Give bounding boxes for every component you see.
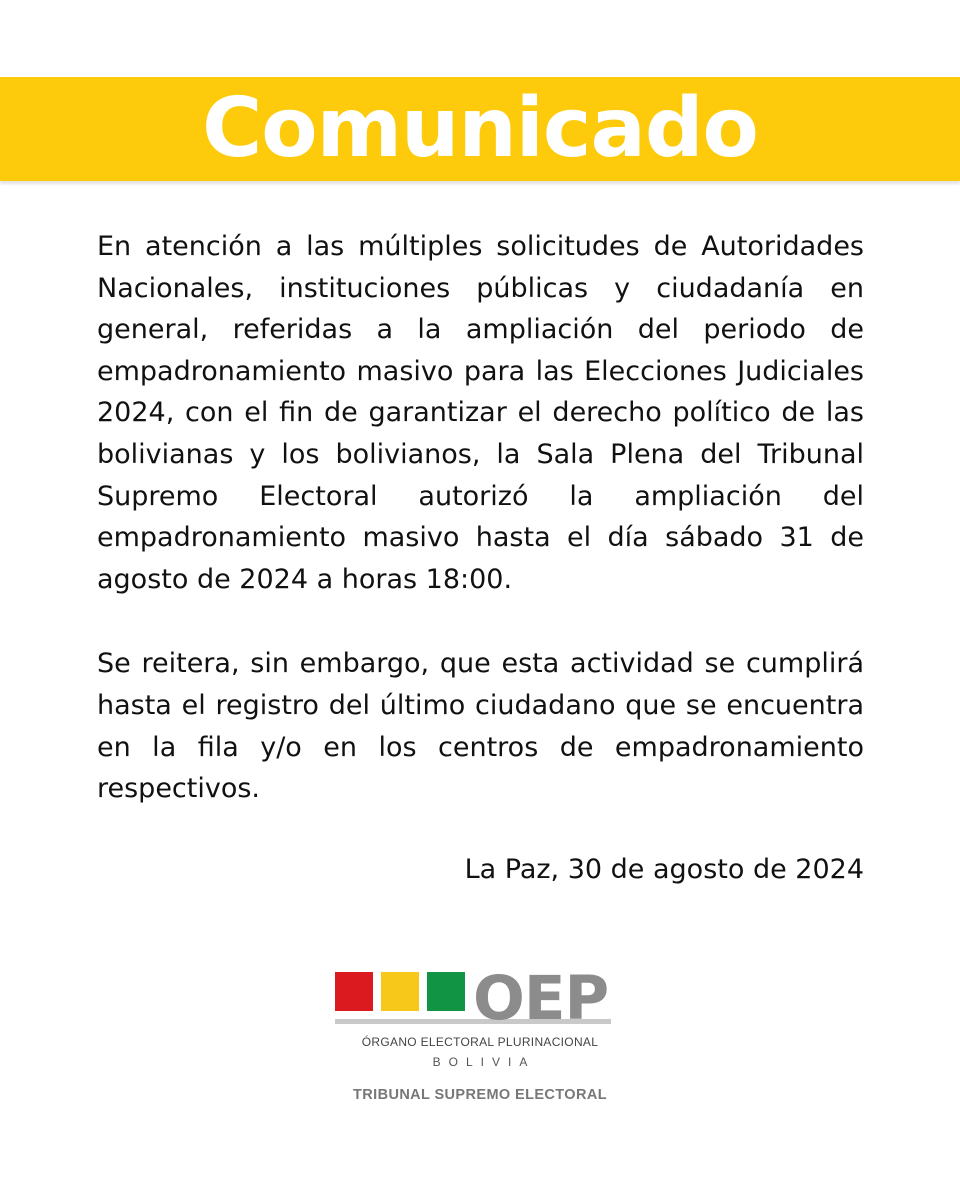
oep-logo — [334, 963, 626, 1107]
green-square-icon — [427, 972, 465, 1011]
logo-org-name: ÓRGANO ELECTORAL PLURINACIONAL — [361, 1035, 599, 1049]
header-banner — [0, 77, 960, 181]
yellow-square-icon — [381, 972, 419, 1011]
body-paragraph-1: En atención a las múltiples solicitudes de Autoridades Nacionales, instituciones públicas y ciudadanía en general, referidas a la ampliación del periodo de empadronamiento masivo para las Elecciones Judiciales 2024, con el fin de garantizar el derecho político de las bolivianas y los bolivianos, la Sala Plena del Tribunal Supremo Electoral autorizó la ampliación del empadronamiento masivo hasta el día sábado 31 de agosto de 2024 a horas 18:00. — [97, 231, 864, 595]
logo-acronym: OEP — [473, 963, 609, 1034]
date-line: La Paz, 30 de agosto de 2024 — [464, 854, 864, 885]
red-square-icon — [335, 972, 373, 1011]
page-title: Comunicado — [202, 81, 758, 176]
communique-body — [97, 226, 864, 810]
logo-country: BOLIVIA — [432, 1055, 536, 1069]
body-paragraph-2: Se reitera, sin embargo, que esta actividad se cumplirá hasta el registro del último ciudadano que se encuentra en la fila y/o en los centros de empadronamiento respectivos. — [97, 648, 864, 805]
logo-institution: TRIBUNAL SUPREMO ELECTORAL — [353, 1087, 607, 1103]
